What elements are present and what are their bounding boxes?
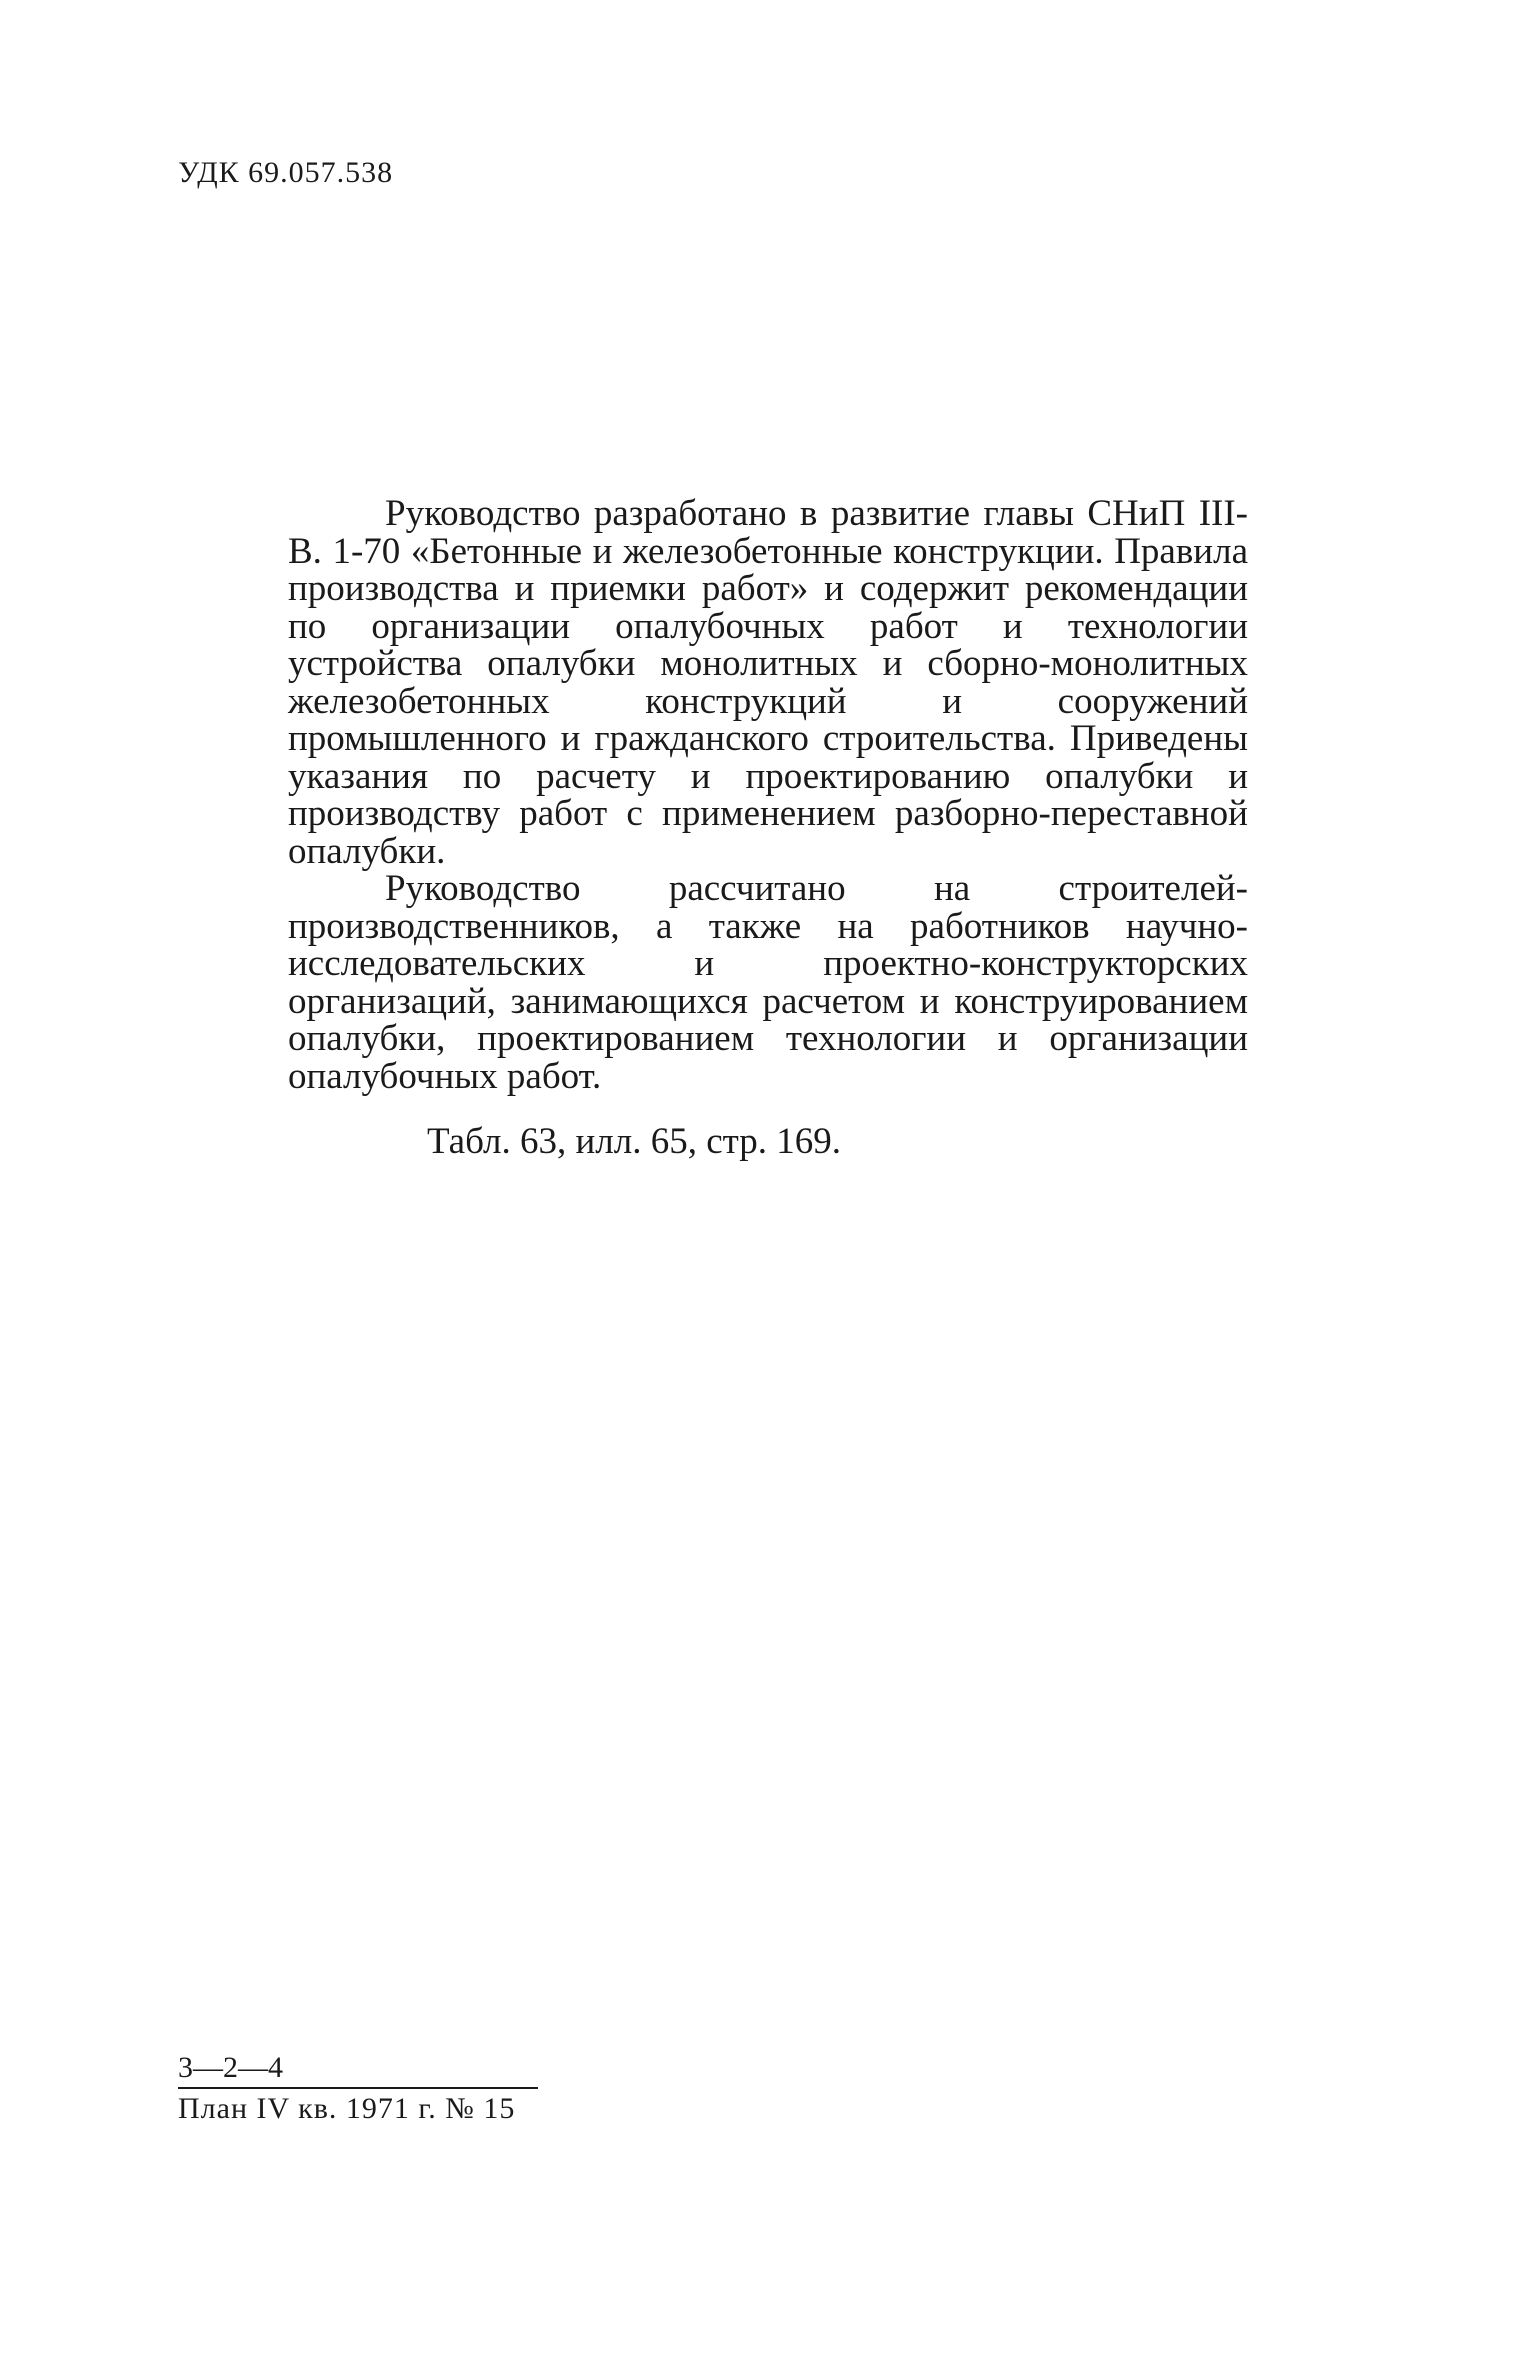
udk-code: УДК 69.057.538 [178, 156, 394, 189]
publication-stats: Табл. 63, илл. 65, стр. 169. [427, 1121, 841, 1162]
annotation-paragraph-1: Руководство разработано в развитие главы СНиП III-В. 1-70 «Бетонные и железобетонные конструкции. Правила производства и приемки работ» и содержит рекомендации по организации опалубочных работ и технологии устройства опалубки монолитных и сборно-монолитных железобетонных конструкций и сооружений промышленного и гражданского строительства. Приведены указания по расчету и проектированию опалубки и производству работ с применением разборно-переставной опалубки. [288, 493, 1248, 872]
imprint-footer [178, 2053, 538, 2125]
catalog-code: 3—2—4 [178, 2051, 283, 2084]
footer-divider [178, 2087, 538, 2089]
publishing-plan: План IV кв. 1971 г. № 15 [178, 2092, 516, 2125]
annotation-block [288, 495, 1248, 1095]
annotation-paragraph-2: Руководство рассчитано на строителей-производственников, а также на работников научно-исследовательских и проектно-конструкторских организаций, занимающихся расчетом и конструированием опалубки, проектированием технологии и организации опалубочных работ. [288, 868, 1248, 1097]
